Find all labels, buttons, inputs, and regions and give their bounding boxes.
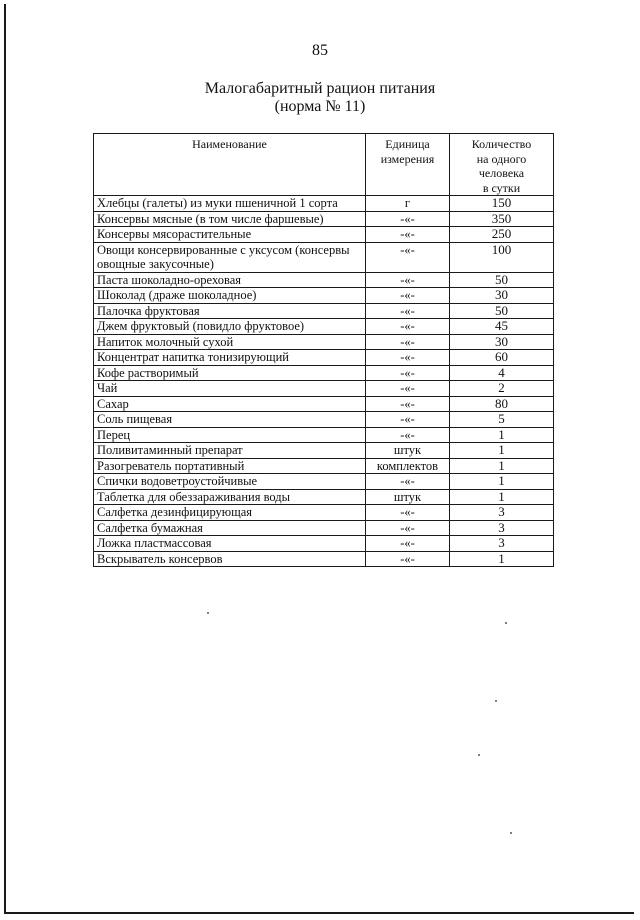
table-row bbox=[94, 505, 554, 521]
item-name-cell: Кофе растворимый bbox=[94, 365, 366, 381]
item-name-cell: Паста шоколадно-ореховая bbox=[94, 272, 366, 288]
unit-cell: -«- bbox=[366, 303, 450, 319]
quantity-cell: 80 bbox=[450, 396, 554, 412]
table-row bbox=[94, 319, 554, 335]
scan-speck bbox=[495, 700, 497, 702]
table-row bbox=[94, 474, 554, 490]
quantity-cell: 30 bbox=[450, 288, 554, 304]
unit-cell: -«- bbox=[366, 536, 450, 552]
unit-cell: -«- bbox=[366, 334, 450, 350]
table-row bbox=[94, 303, 554, 319]
quantity-cell: 1 bbox=[450, 443, 554, 459]
item-name-cell: Разогреватель портативный bbox=[94, 458, 366, 474]
unit-cell: -«- bbox=[366, 227, 450, 243]
table-row bbox=[94, 443, 554, 459]
quantity-cell: 4 bbox=[450, 365, 554, 381]
quantity-cell: 1 bbox=[450, 551, 554, 567]
unit-cell: -«- bbox=[366, 427, 450, 443]
scan-speck bbox=[510, 832, 512, 834]
item-name-cell: Спички водоветроустойчивые bbox=[94, 474, 366, 490]
scan-speck bbox=[207, 612, 209, 614]
item-name-cell: Консервы мясорастительные bbox=[94, 227, 366, 243]
quantity-cell: 1 bbox=[450, 489, 554, 505]
table-row bbox=[94, 211, 554, 227]
table-row bbox=[94, 551, 554, 567]
unit-cell: -«- bbox=[366, 551, 450, 567]
item-name-cell: Сахар bbox=[94, 396, 366, 412]
item-name-cell: Поливитаминный препарат bbox=[94, 443, 366, 459]
quantity-cell: 1 bbox=[450, 458, 554, 474]
table-body bbox=[94, 196, 554, 567]
document-title bbox=[0, 80, 640, 116]
title-line-2: (норма № 11) bbox=[274, 98, 366, 115]
table-row bbox=[94, 396, 554, 412]
quantity-cell: 50 bbox=[450, 303, 554, 319]
quantity-cell: 3 bbox=[450, 520, 554, 536]
quantity-cell: 3 bbox=[450, 536, 554, 552]
quantity-cell: 60 bbox=[450, 350, 554, 366]
quantity-cell: 100 bbox=[450, 242, 554, 272]
table-row bbox=[94, 334, 554, 350]
unit-cell: комплектов bbox=[366, 458, 450, 474]
item-name-cell: Концентрат напитка тонизирующий bbox=[94, 350, 366, 366]
quantity-cell: 5 bbox=[450, 412, 554, 428]
unit-cell: г bbox=[366, 196, 450, 212]
title-line-1: Малогабаритный рацион питания bbox=[204, 80, 436, 97]
table-row bbox=[94, 458, 554, 474]
quantity-cell: 45 bbox=[450, 319, 554, 335]
unit-cell: -«- bbox=[366, 211, 450, 227]
item-name-cell: Палочка фруктовая bbox=[94, 303, 366, 319]
quantity-cell: 150 bbox=[450, 196, 554, 212]
unit-cell: штук bbox=[366, 443, 450, 459]
unit-cell: -«- bbox=[366, 396, 450, 412]
item-name-cell: Чай bbox=[94, 381, 366, 397]
table-row bbox=[94, 196, 554, 212]
header-unit: Единица измерения bbox=[366, 134, 450, 196]
unit-cell: -«- bbox=[366, 365, 450, 381]
table-row bbox=[94, 288, 554, 304]
header-quantity: Количество на одного человека в сутки bbox=[450, 134, 554, 196]
unit-cell: -«- bbox=[366, 520, 450, 536]
unit-cell: -«- bbox=[366, 242, 450, 272]
table-row bbox=[94, 536, 554, 552]
table-row bbox=[94, 412, 554, 428]
table-row bbox=[94, 272, 554, 288]
scan-speck bbox=[478, 754, 480, 756]
unit-cell: -«- bbox=[366, 381, 450, 397]
table-row bbox=[94, 242, 554, 272]
item-name-cell: Джем фруктовый (повидло фруктовое) bbox=[94, 319, 366, 335]
quantity-cell: 1 bbox=[450, 474, 554, 490]
unit-cell: -«- bbox=[366, 350, 450, 366]
item-name-cell: Овощи консервированные с уксусом (консервы овощные закусочные) bbox=[94, 242, 366, 272]
unit-cell: -«- bbox=[366, 412, 450, 428]
unit-cell: -«- bbox=[366, 288, 450, 304]
ration-table bbox=[93, 133, 554, 567]
header-name: Наименование bbox=[94, 134, 366, 196]
quantity-cell: 30 bbox=[450, 334, 554, 350]
table-row bbox=[94, 227, 554, 243]
table-row bbox=[94, 381, 554, 397]
item-name-cell: Вскрыватель консервов bbox=[94, 551, 366, 567]
item-name-cell: Салфетка бумажная bbox=[94, 520, 366, 536]
table-row bbox=[94, 489, 554, 505]
table-row bbox=[94, 350, 554, 366]
unit-cell: -«- bbox=[366, 272, 450, 288]
quantity-cell: 1 bbox=[450, 427, 554, 443]
unit-cell: штук bbox=[366, 489, 450, 505]
item-name-cell: Соль пищевая bbox=[94, 412, 366, 428]
item-name-cell: Ложка пластмассовая bbox=[94, 536, 366, 552]
item-name-cell: Таблетка для обеззараживания воды bbox=[94, 489, 366, 505]
item-name-cell: Хлебцы (галеты) из муки пшеничной 1 сорта bbox=[94, 196, 366, 212]
quantity-cell: 50 bbox=[450, 272, 554, 288]
unit-cell: -«- bbox=[366, 474, 450, 490]
table-row bbox=[94, 365, 554, 381]
table-row bbox=[94, 520, 554, 536]
quantity-cell: 350 bbox=[450, 211, 554, 227]
quantity-cell: 3 bbox=[450, 505, 554, 521]
unit-cell: -«- bbox=[366, 319, 450, 335]
table-row bbox=[94, 427, 554, 443]
item-name-cell: Напиток молочный сухой bbox=[94, 334, 366, 350]
item-name-cell: Шоколад (драже шоколадное) bbox=[94, 288, 366, 304]
item-name-cell: Салфетка дезинфицирующая bbox=[94, 505, 366, 521]
quantity-cell: 250 bbox=[450, 227, 554, 243]
page-number: 85 bbox=[312, 42, 328, 59]
scan-speck bbox=[505, 622, 507, 624]
quantity-cell: 2 bbox=[450, 381, 554, 397]
item-name-cell: Консервы мясные (в том числе фаршевые) bbox=[94, 211, 366, 227]
item-name-cell: Перец bbox=[94, 427, 366, 443]
unit-cell: -«- bbox=[366, 505, 450, 521]
table-header-row bbox=[94, 134, 554, 196]
